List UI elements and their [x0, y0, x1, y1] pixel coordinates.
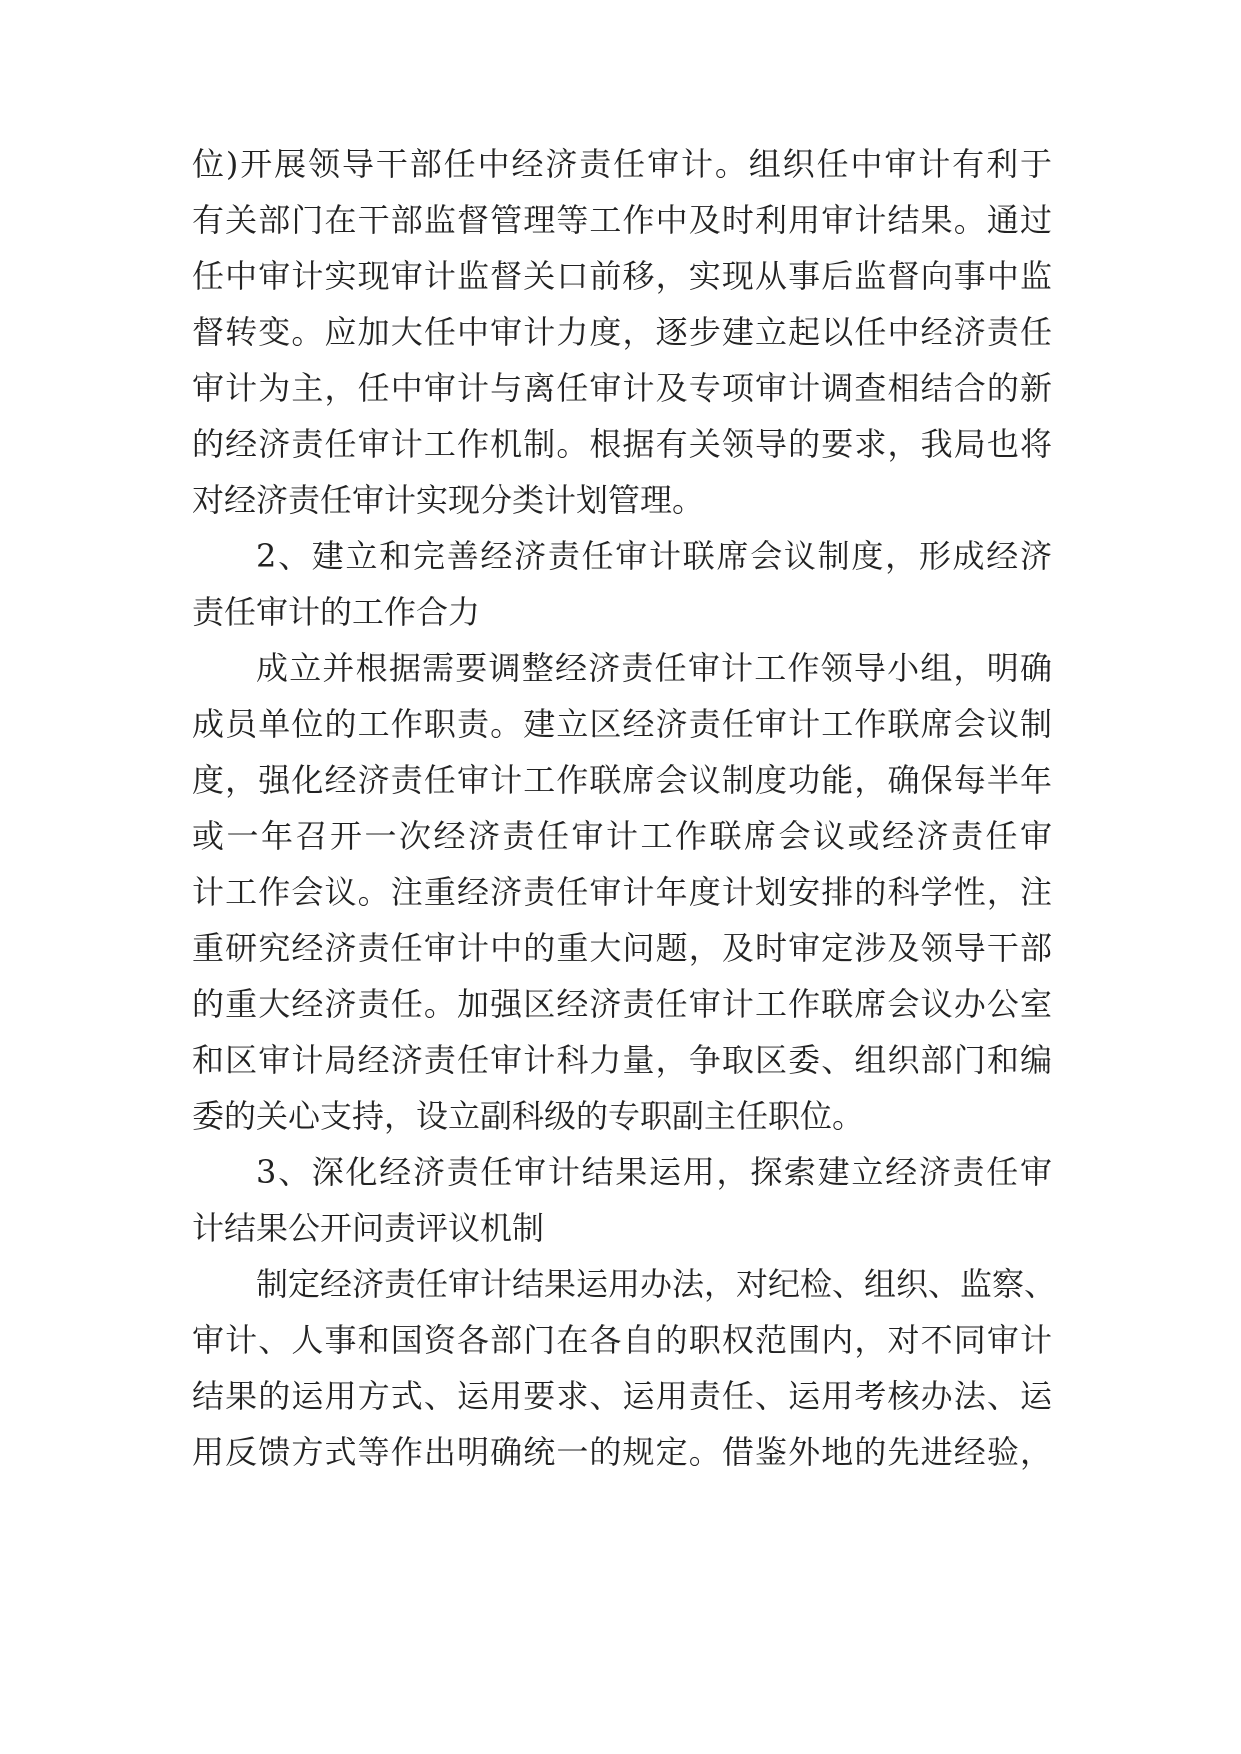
body-text-line: 位)开展领导干部任中经济责任审计。组织任中审计有利于 [192, 145, 1052, 183]
body-text-line: 审计为主，任中审计与离任审计及专项审计调查相结合的新 [192, 369, 1052, 407]
body-text-line: 对经济责任审计实现分类计划管理。 [192, 481, 705, 519]
body-text-line: 或一年召开一次经济责任审计工作联席会议或经济责任审 [192, 817, 1052, 855]
section-heading-line: 3、深化经济责任审计结果运用，探索建立经济责任审 [256, 1153, 1052, 1191]
body-text-line: 的重大经济责任。加强区经济责任审计工作联席会议办公室 [192, 985, 1052, 1023]
body-text-line: 制定经济责任审计结果运用办法，对纪检、组织、监察、 [256, 1265, 1057, 1303]
body-text-line: 委的关心支持，设立副科级的专职副主任职位。 [192, 1097, 865, 1135]
body-text-line: 的经济责任审计工作机制。根据有关领导的要求，我局也将 [192, 425, 1052, 463]
body-text-line: 用反馈方式等作出明确统一的规定。借鉴外地的先进经验， [192, 1433, 1052, 1471]
body-text-line: 重研究经济责任审计中的重大问题，及时审定涉及领导干部 [192, 929, 1052, 967]
body-text-line: 任中审计实现审计监督关口前移，实现从事后监督向事中监 [192, 257, 1052, 295]
body-text-line: 成立并根据需要调整经济责任审计工作领导小组，明确 [256, 649, 1052, 687]
section-heading-line: 2、建立和完善经济责任审计联席会议制度，形成经济 [256, 537, 1052, 575]
body-text-line: 有关部门在干部监督管理等工作中及时利用审计结果。通过 [192, 201, 1052, 239]
body-text-line: 度，强化经济责任审计工作联席会议制度功能，确保每半年 [192, 761, 1052, 799]
body-text-line: 和区审计局经济责任审计科力量，争取区委、组织部门和编 [192, 1041, 1052, 1079]
body-text-line: 审计、人事和国资各部门在各自的职权范围内，对不同审计 [192, 1321, 1052, 1359]
section-heading-line: 计结果公开问责评议机制 [192, 1209, 545, 1247]
body-text-line: 成员单位的工作职责。建立区经济责任审计工作联席会议制 [192, 705, 1052, 743]
body-text-line: 结果的运用方式、运用要求、运用责任、运用考核办法、运 [192, 1377, 1052, 1415]
body-text-line: 计工作会议。注重经济责任审计年度计划安排的科学性，注 [192, 873, 1052, 911]
body-text-line: 督转变。应加大任中审计力度，逐步建立起以任中经济责任 [192, 313, 1052, 351]
section-heading-line: 责任审计的工作合力 [192, 593, 481, 631]
